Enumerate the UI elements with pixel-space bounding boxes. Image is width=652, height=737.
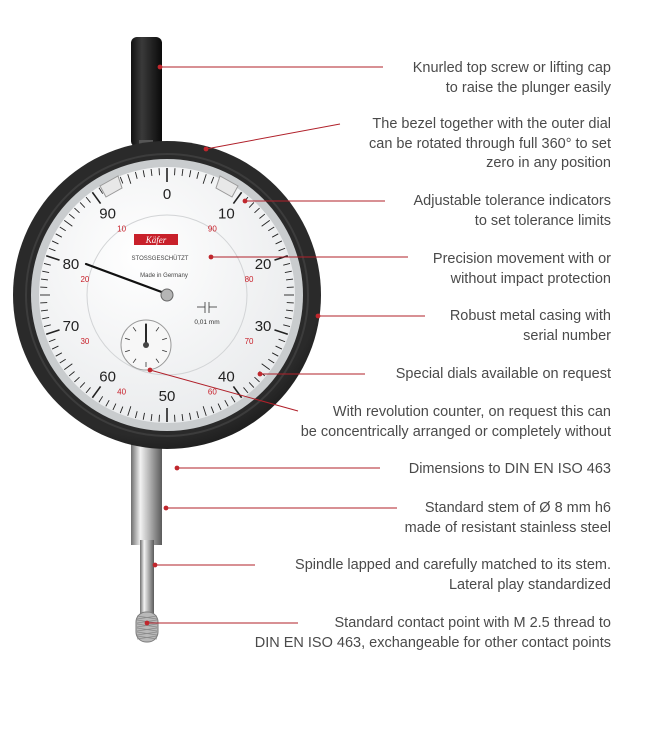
dial-number: 30 <box>254 318 272 336</box>
dial-red-number: 90 <box>207 224 217 234</box>
dial-red-number: 60 <box>207 387 217 397</box>
resolution-label: 0,01 mm <box>194 319 220 326</box>
callout-tolerance-indicators: Adjustable tolerance indicators to set tolerance limits <box>413 193 611 229</box>
leader-dot <box>148 368 153 373</box>
leader-dot <box>153 563 158 568</box>
made-in-label: Made in Germany <box>140 273 188 279</box>
dial-number: 20 <box>254 255 272 273</box>
callout-stem: Standard stem of Ø 8 mm h6 made of resistant stainless steel <box>404 500 611 536</box>
dial-red-number: 30 <box>80 337 90 347</box>
leader-dot <box>258 372 263 377</box>
dial-number: 90 <box>99 205 116 223</box>
dial-red-number: 70 <box>244 337 254 347</box>
callout-revolution-counter: With revolution counter, on request this can be concentrically arranged or completely without <box>300 404 611 440</box>
dial-number: 70 <box>62 318 80 336</box>
leader-dot <box>145 621 150 626</box>
leader-dot <box>209 255 214 260</box>
dial-number: 50 <box>158 388 176 405</box>
lifting-cap <box>131 37 162 147</box>
dial-red-number: 40 <box>117 387 127 397</box>
leader-dot <box>316 314 321 319</box>
leader-dot <box>158 65 163 70</box>
dial-red-number: 20 <box>80 274 90 284</box>
dial-number: 40 <box>218 368 235 386</box>
leader-dot <box>164 506 169 511</box>
stossgeschuetzt-label: STOSSGESCHÜTZT <box>131 256 189 262</box>
callout-spindle: Spindle lapped and carefully matched to its stem. Lateral play standardized <box>295 557 611 593</box>
dial-red-number: 80 <box>244 274 254 284</box>
top-zero-label: 0 <box>162 186 172 203</box>
callout-contact-point: Standard contact point with M 2.5 thread to DIN EN ISO 463, exchangeable for other contact points <box>254 615 611 651</box>
brand-logo-text: Käfer <box>145 235 167 245</box>
pointer-hub <box>161 289 173 301</box>
callout-special-dials: Special dials available on request <box>395 366 611 382</box>
callout-dimensions: Dimensions to DIN EN ISO 463 <box>408 461 611 477</box>
leader-dot <box>204 147 209 152</box>
dial-number: 80 <box>62 255 80 273</box>
dial-number: 10 <box>218 205 235 223</box>
dial-red-number: 10 <box>117 224 127 234</box>
dial-number: 60 <box>99 368 116 386</box>
callout-lifting-cap: Knurled top screw or lifting cap to raise the plunger easily <box>412 60 611 96</box>
callout-metal-casing: Robust metal casing with serial number <box>449 308 611 344</box>
callout-bezel: The bezel together with the outer dial can be rotated through full 360° to set zero in any position <box>369 116 611 171</box>
callout-precision-movement: Precision movement with or without impact protection <box>432 251 611 287</box>
leader-dot <box>243 199 248 204</box>
spindle <box>140 540 154 618</box>
leader-dot <box>175 466 180 471</box>
